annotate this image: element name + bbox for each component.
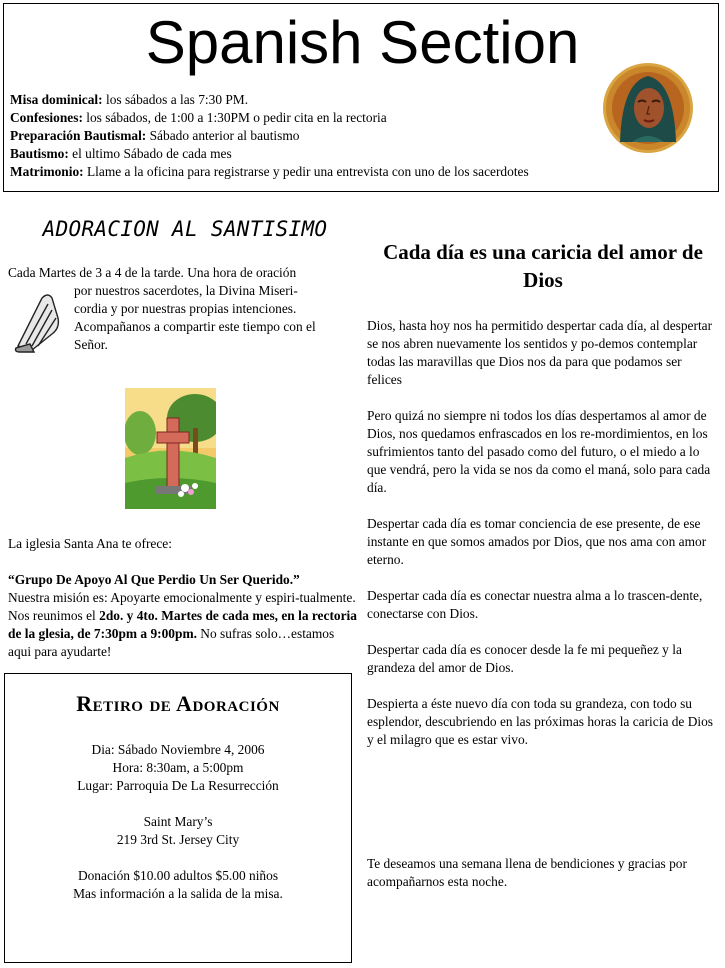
reflection-paragraph: Despierta a éste nuevo día con toda su grandeza, con todo su esplendor, descubriendo en las próximas horas la caricia de Dios y el milagro que es estar vivo. bbox=[367, 696, 714, 747]
retiro-details: Dia: Sábado Noviembre 4, 2006 Hora: 8:30am, a 5:00pm Lugar: Parroquia De La Resurrección Saint Mary’s 219 3rd St. Jersey City Donación $10.00 adultos $5.00 niños Mas información a la salida de la misa. bbox=[73, 742, 283, 901]
reflection-paragraph: Pero quizá no siempre ni todos los días despertamos al amor de Dios, nos quedamos enfrascados en los re-mordimientos, en los sufrimientos tanto del pasado como del futuro, o el miedo a lo que vendrá, pero la vida se nos da como el maná, solo para cada día. bbox=[367, 408, 711, 495]
reflection-paragraph: Despertar cada día es conectar nuestra alma a lo trascen-dente, conectarse con Dios. bbox=[367, 588, 703, 621]
schedule-line-preparacion: Preparación Bautismal: Sábado anterior al bautismo bbox=[10, 128, 300, 143]
support-group-title: “Grupo De Apoyo Al Que Perdio Un Ser Querido.” bbox=[8, 572, 300, 587]
virgin-guadalupe-icon bbox=[602, 62, 694, 154]
support-group-text: “Grupo De Apoyo Al Que Perdio Un Ser Querido.” Nuestra misión es: Apoyarte emocionalmente y espiri-tualmente. Nos reunimos el 2do. y 4to. Martes de cada mes, en la rectoria de la glesia, de 7:30pm a 9:00pm. No sufras solo…estamos aqui para ayudarte! bbox=[8, 572, 357, 659]
mass-schedule bbox=[10, 91, 630, 181]
adoracion-title: ADORACION AL SANTISIMO bbox=[42, 217, 328, 241]
closing-text: Te deseamos una semana llena de bendiciones y gracias por acompañarnos esta noche. bbox=[367, 856, 687, 889]
reflection-body bbox=[367, 317, 717, 767]
schedule-line-misa: Misa dominical: los sábados a las 7:30 PM. bbox=[10, 92, 249, 107]
reflection-paragraph: Despertar cada día es conocer desde la fe mi pequeñez y la grandeza del amor de Dios. bbox=[367, 642, 682, 675]
reflection-paragraph: Dios, hasta hoy nos ha permitido despertar cada día, al despertar se nos abren nuevamente los sentidos y po-demos contemplar todas las maravillas que Dios nos da para que podamos ser felices bbox=[367, 318, 713, 387]
retiro-title: Retiro de Adoración bbox=[76, 691, 280, 716]
cross-garden-image bbox=[125, 388, 216, 509]
schedule-line-confesiones: Confesiones: los sábados, de 1:00 a 1:30PM o pedir cita en la rectoria bbox=[10, 110, 387, 125]
schedule-line-matrimonio: Matrimonio: Llame a la oficina para registrarse y pedir una entrevista con uno de los sacerdotes bbox=[10, 164, 529, 179]
support-intro: La iglesia Santa Ana te ofrece: bbox=[8, 536, 172, 551]
adoracion-text: Cada Martes de 3 a 4 de la tarde. Una hora de oración por nuestros sacerdotes, la Divina Miseri- cordia y por nuestras propias intenciones. Acompañanos a compartir este tiempo con el Señor. bbox=[8, 265, 316, 352]
reflection-title: Cada día es una caricia del amor de Dios bbox=[383, 240, 703, 292]
page-title: Spanish Section bbox=[145, 9, 580, 76]
praying-hands-icon bbox=[12, 288, 68, 354]
schedule-line-bautismo: Bautismo: el ultimo Sábado de cada mes bbox=[10, 146, 232, 161]
reflection-paragraph: Despertar cada día es tomar conciencia de ese presente, de ese instante en que somos amados por Dios, que nos ama con amor eterno. bbox=[367, 516, 707, 567]
